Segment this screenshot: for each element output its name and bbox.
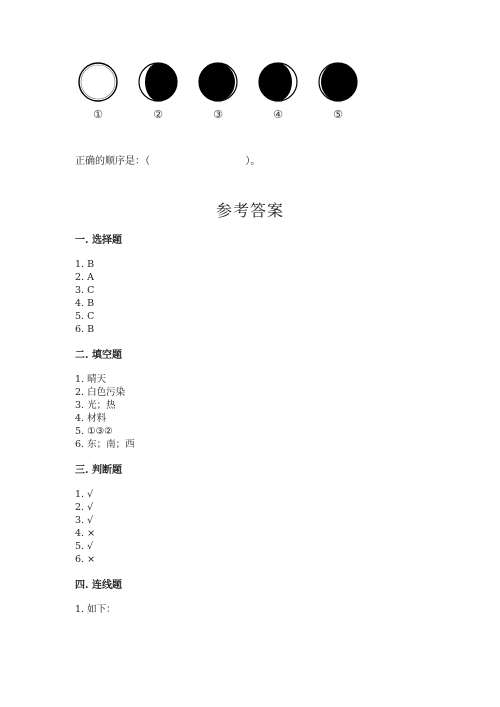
- answer-item: 4. B: [75, 298, 95, 309]
- moon-4: [259, 63, 297, 101]
- question-prompt: 正确的顺序是：（ ）。: [75, 156, 261, 167]
- moon-5: [319, 63, 357, 101]
- moon-1: [79, 63, 117, 101]
- answer-item: 2. 白色污染: [75, 387, 126, 398]
- answer-item: 1. 晴天: [75, 374, 107, 385]
- answer-item: 6. ×: [75, 554, 96, 565]
- answer-item: 5. ①③②: [75, 426, 113, 437]
- answer-item: 5. √: [75, 541, 94, 552]
- answer-item: 5. C: [75, 311, 95, 322]
- moon-label-1: ①: [93, 108, 103, 121]
- answer-item: 6. 东；南；西: [75, 439, 135, 450]
- moon-2: [139, 63, 177, 101]
- answer-item: 1. B: [75, 259, 95, 270]
- moon-3: [199, 63, 237, 101]
- answer-item: 6. B: [75, 324, 95, 335]
- section-title: 三. 判断题: [75, 465, 122, 476]
- moon-phase-diagram: [0, 58, 500, 108]
- section-choice: [75, 231, 122, 336]
- answer-list: [75, 603, 122, 616]
- answer-item: 1. 如下：: [75, 604, 116, 615]
- answer-title: 参考答案: [215, 201, 284, 220]
- answer-item: 2. √: [75, 502, 94, 513]
- answer-item: 4. 材料: [75, 413, 107, 424]
- answer-item: 2. A: [75, 272, 94, 283]
- answer-item: 3. √: [75, 515, 94, 526]
- moon-label-2: ②: [153, 108, 163, 121]
- section-fill-blank: [75, 346, 135, 451]
- section-matching: [75, 576, 122, 616]
- section-title: 四. 连线题: [75, 580, 122, 591]
- answer-item: 1. √: [75, 489, 94, 500]
- answer-item: 3. C: [75, 285, 95, 296]
- answer-list: [75, 488, 122, 566]
- moon-label-5: ⑤: [333, 108, 343, 121]
- section-title: 一. 选择题: [75, 235, 122, 246]
- moon-label-4: ④: [273, 108, 283, 121]
- section-title: 二. 填空题: [75, 350, 122, 361]
- answer-list: [75, 258, 122, 336]
- answer-item: 3. 光；热: [75, 400, 116, 411]
- section-true-false: [75, 461, 122, 566]
- moon-label-3: ③: [213, 108, 223, 121]
- answer-item: 4. ×: [75, 528, 96, 539]
- answer-list: [75, 373, 135, 451]
